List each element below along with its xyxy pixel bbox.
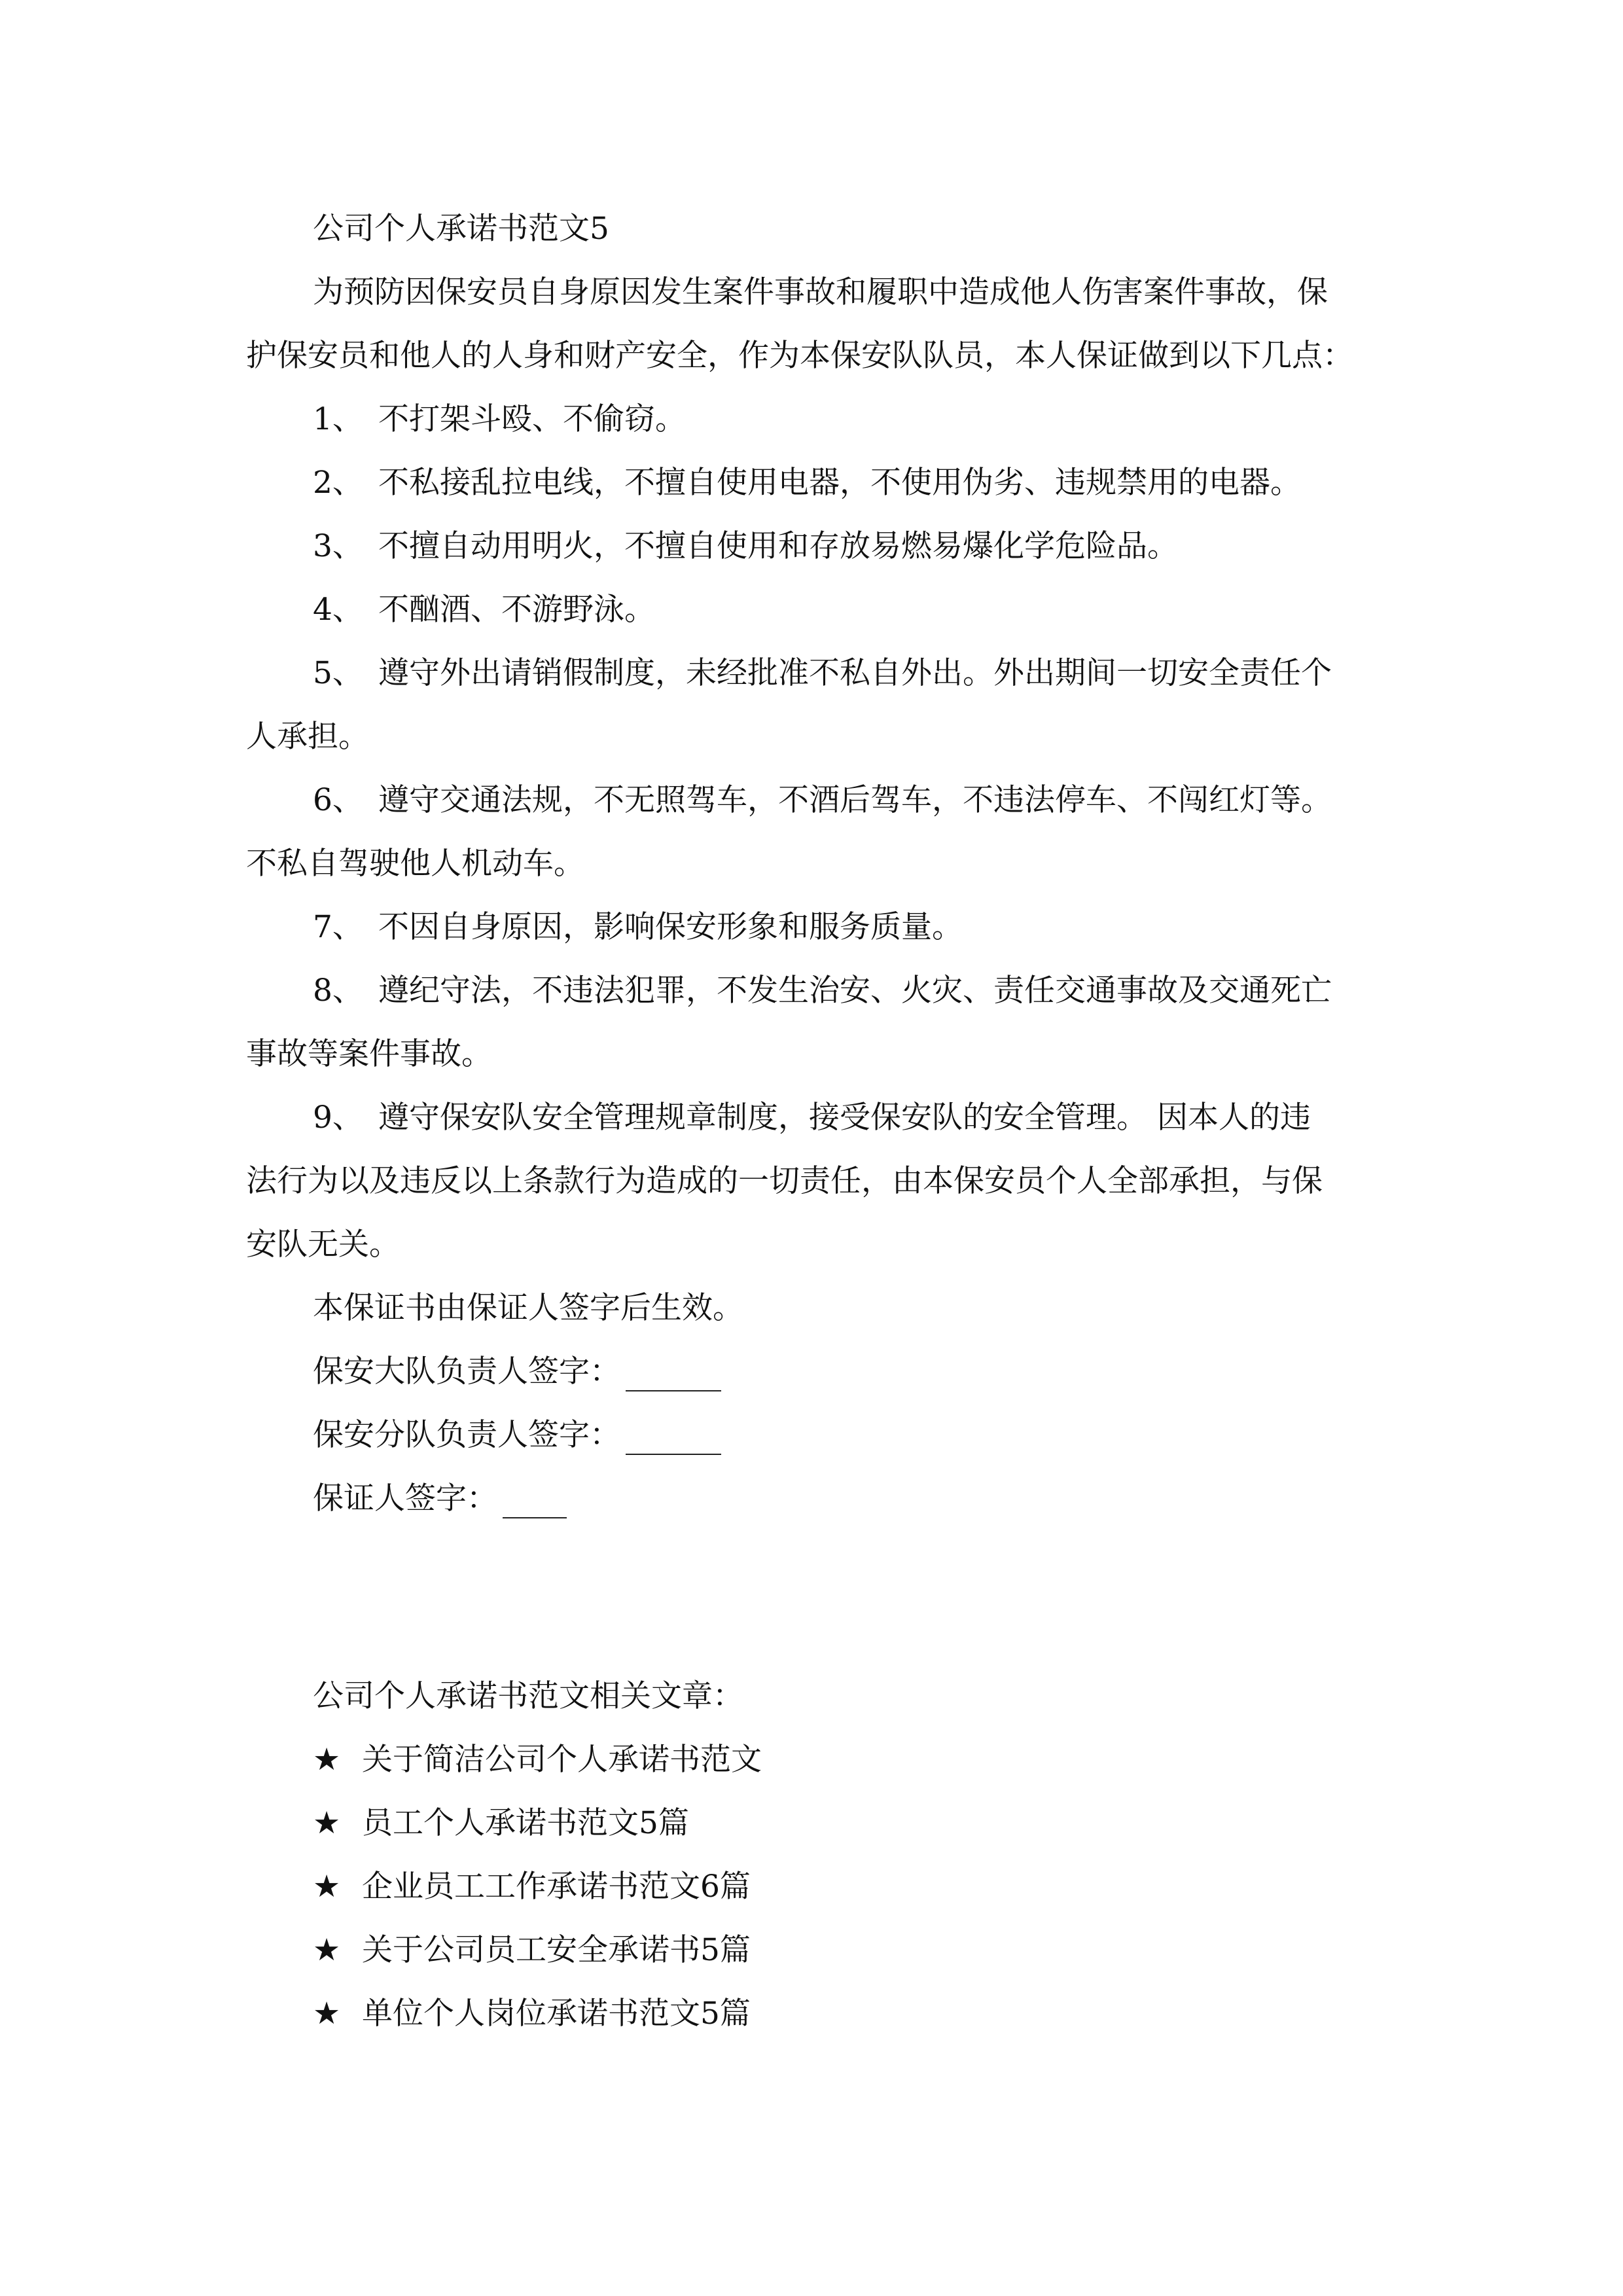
effective-note: 本保证书由保证人签字后生效。: [313, 1290, 743, 1326]
star-icon: ★: [313, 1869, 341, 1905]
signature-line-brigade: [313, 1352, 721, 1391]
signature-label: 保证人签字：: [313, 1480, 497, 1516]
related-link-3[interactable]: [313, 1867, 751, 1907]
item-text: 遵守外出请销假制度，未经批准不私自外出。外出期间一切安全责任个: [378, 655, 1332, 691]
list-item-7: [313, 908, 963, 947]
item-text: 不私接乱拉电线，不擅自使用电器，不使用伪劣、违规禁用的电器。: [378, 465, 1301, 501]
item-text: 遵纪守法，不违法犯罪，不发生治安、火灾、责任交通事故及交通死亡: [378, 973, 1332, 1009]
list-item-6-continuation: 不私自驾驶他人机动车。: [246, 846, 584, 882]
intro-line-1: 为预防因保安员自身原因发生案件事故和履职中造成他人伤害案件事故，保: [313, 274, 1328, 310]
item-text: 不擅自动用明火，不擅自使用和存放易燃易爆化学危险品。: [378, 528, 1178, 564]
list-item-6: [313, 781, 1332, 820]
item-number: 8、: [313, 973, 363, 1009]
list-item-4: [313, 590, 655, 630]
item-text: 遵守交通法规，不无照驾车，不酒后驾车，不违法停车、不闯红灯等。: [378, 782, 1332, 818]
list-item-3: [313, 527, 1178, 566]
related-link-text[interactable]: 企业员工工作承诺书范文6篇: [362, 1869, 751, 1905]
signature-blank[interactable]: [503, 1488, 567, 1518]
item-number: 5、: [313, 655, 363, 691]
item-text: 遵守保安队安全管理规章制度，接受保安队的安全管理。 因本人的违: [378, 1100, 1311, 1136]
item-text: 不因自身原因，影响保安形象和服务质量。: [378, 909, 963, 945]
star-icon: ★: [313, 1742, 341, 1778]
list-item-8-continuation: 事故等案件事故。: [246, 1036, 492, 1072]
list-item-9-continuation-1: 法行为以及违反以上条款行为造成的一切责任，由本保安员个人全部承担，与保: [246, 1163, 1323, 1199]
related-link-4[interactable]: [313, 1931, 751, 1970]
list-item-8: [313, 971, 1332, 1011]
item-number: 9、: [313, 1100, 363, 1136]
list-item-2: [313, 463, 1301, 503]
document-title: 公司个人承诺书范文5: [313, 211, 609, 247]
star-icon: ★: [313, 1805, 341, 1841]
item-text: 不酗酒、不游野泳。: [378, 592, 655, 628]
signature-blank[interactable]: [626, 1425, 721, 1455]
list-item-9-continuation-2: 安队无关。: [246, 1227, 400, 1263]
star-icon: ★: [313, 1996, 341, 2032]
item-text: 不打架斗殴、不偷窃。: [378, 401, 686, 437]
related-link-text[interactable]: 关于公司员工安全承诺书5篇: [362, 1932, 751, 1968]
item-number: 7、: [313, 909, 363, 945]
list-item-1: [313, 400, 686, 439]
signature-line-guarantor: [313, 1479, 567, 1518]
intro-line-2: 护保安员和他人的人身和财产安全，作为本保安队队员，本人保证做到以下几点：: [246, 338, 1353, 374]
list-item-5: [313, 654, 1332, 693]
item-number: 3、: [313, 528, 363, 564]
item-number: 1、: [313, 401, 363, 437]
signature-blank[interactable]: [626, 1361, 721, 1391]
related-link-text[interactable]: 单位个人岗位承诺书范文5篇: [362, 1996, 751, 2032]
item-number: 4、: [313, 592, 363, 628]
item-number: 6、: [313, 782, 363, 818]
star-icon: ★: [313, 1932, 341, 1968]
related-link-text[interactable]: 关于简洁公司个人承诺书范文: [362, 1742, 762, 1778]
related-heading: 公司个人承诺书范文相关文章：: [313, 1678, 743, 1714]
item-number: 2、: [313, 465, 363, 501]
list-item-5-continuation: 人承担。: [246, 719, 369, 755]
related-link-5[interactable]: [313, 1994, 751, 2034]
signature-label: 保安大队负责人签字：: [313, 1354, 620, 1390]
related-link-2[interactable]: [313, 1804, 689, 1843]
related-link-text[interactable]: 员工个人承诺书范文5篇: [362, 1805, 689, 1841]
signature-label: 保安分队负责人签字：: [313, 1417, 620, 1453]
related-link-1[interactable]: [313, 1740, 762, 1780]
signature-line-squad: [313, 1416, 721, 1455]
list-item-9: [313, 1098, 1311, 1138]
